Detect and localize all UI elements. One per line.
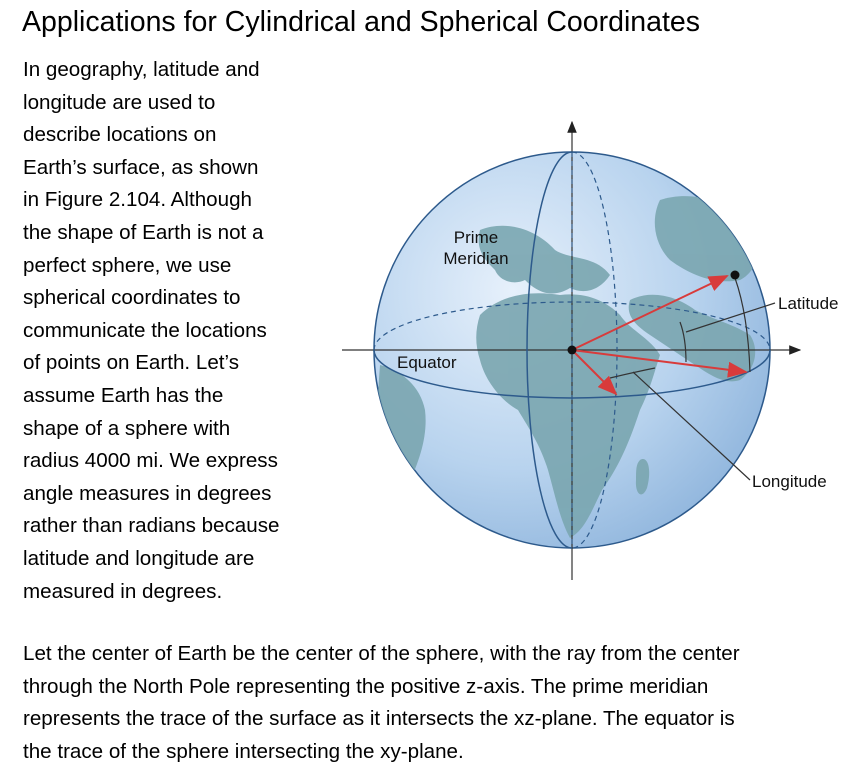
text-line: radius 4000 mi. We express	[23, 449, 278, 473]
text-line: assume Earth has the	[23, 383, 224, 407]
prime-meridian-label-2: Meridian	[443, 249, 509, 268]
text-line: rather than radians because	[23, 514, 280, 538]
center-point	[568, 346, 577, 355]
text-line: communicate the locations	[23, 318, 267, 342]
globe-diagram	[330, 110, 865, 590]
longitude-label: Longitude	[752, 472, 827, 491]
intro-paragraph	[23, 54, 323, 608]
latitude-label: Latitude	[778, 294, 839, 313]
text-line: in Figure 2.104. Although	[23, 188, 252, 212]
text-line: angle measures in degrees	[23, 481, 272, 505]
text-line: describe locations on	[23, 123, 217, 147]
text-line: latitude and longitude are	[23, 546, 255, 570]
text-line: of points on Earth. Let’s	[23, 351, 239, 375]
text-line: measured in degrees.	[23, 579, 223, 603]
prime-meridian-label-1: Prime	[453, 228, 499, 247]
text-line: shape of a sphere with	[23, 416, 231, 440]
text-line: perfect sphere, we use	[23, 253, 232, 277]
equator-label: Equator	[397, 353, 457, 372]
page-title: Applications for Cylindrical and Spherical Coordinates	[22, 6, 701, 38]
text-line: the shape of Earth is not a	[23, 220, 264, 244]
text-line: Earth’s surface, as shown	[23, 155, 259, 179]
location-point	[731, 271, 740, 280]
text-line: the trace of the sphere intersecting the xy-plane.	[23, 739, 464, 763]
text-line: Let the center of Earth be the center of the sphere, with the ray from the center	[23, 642, 740, 665]
earth-coordinates-figure	[330, 110, 865, 590]
body-paragraph	[23, 638, 853, 768]
text-line: through the North Pole representing the positive z-axis. The prime meridian	[23, 674, 709, 698]
text-line: In geography, latitude and	[23, 58, 260, 81]
text-line: longitude are used to	[23, 90, 216, 114]
text-line: spherical coordinates to	[23, 286, 241, 310]
text-line: represents the trace of the surface as it intersects the xz-plane. The equator is	[23, 707, 735, 731]
